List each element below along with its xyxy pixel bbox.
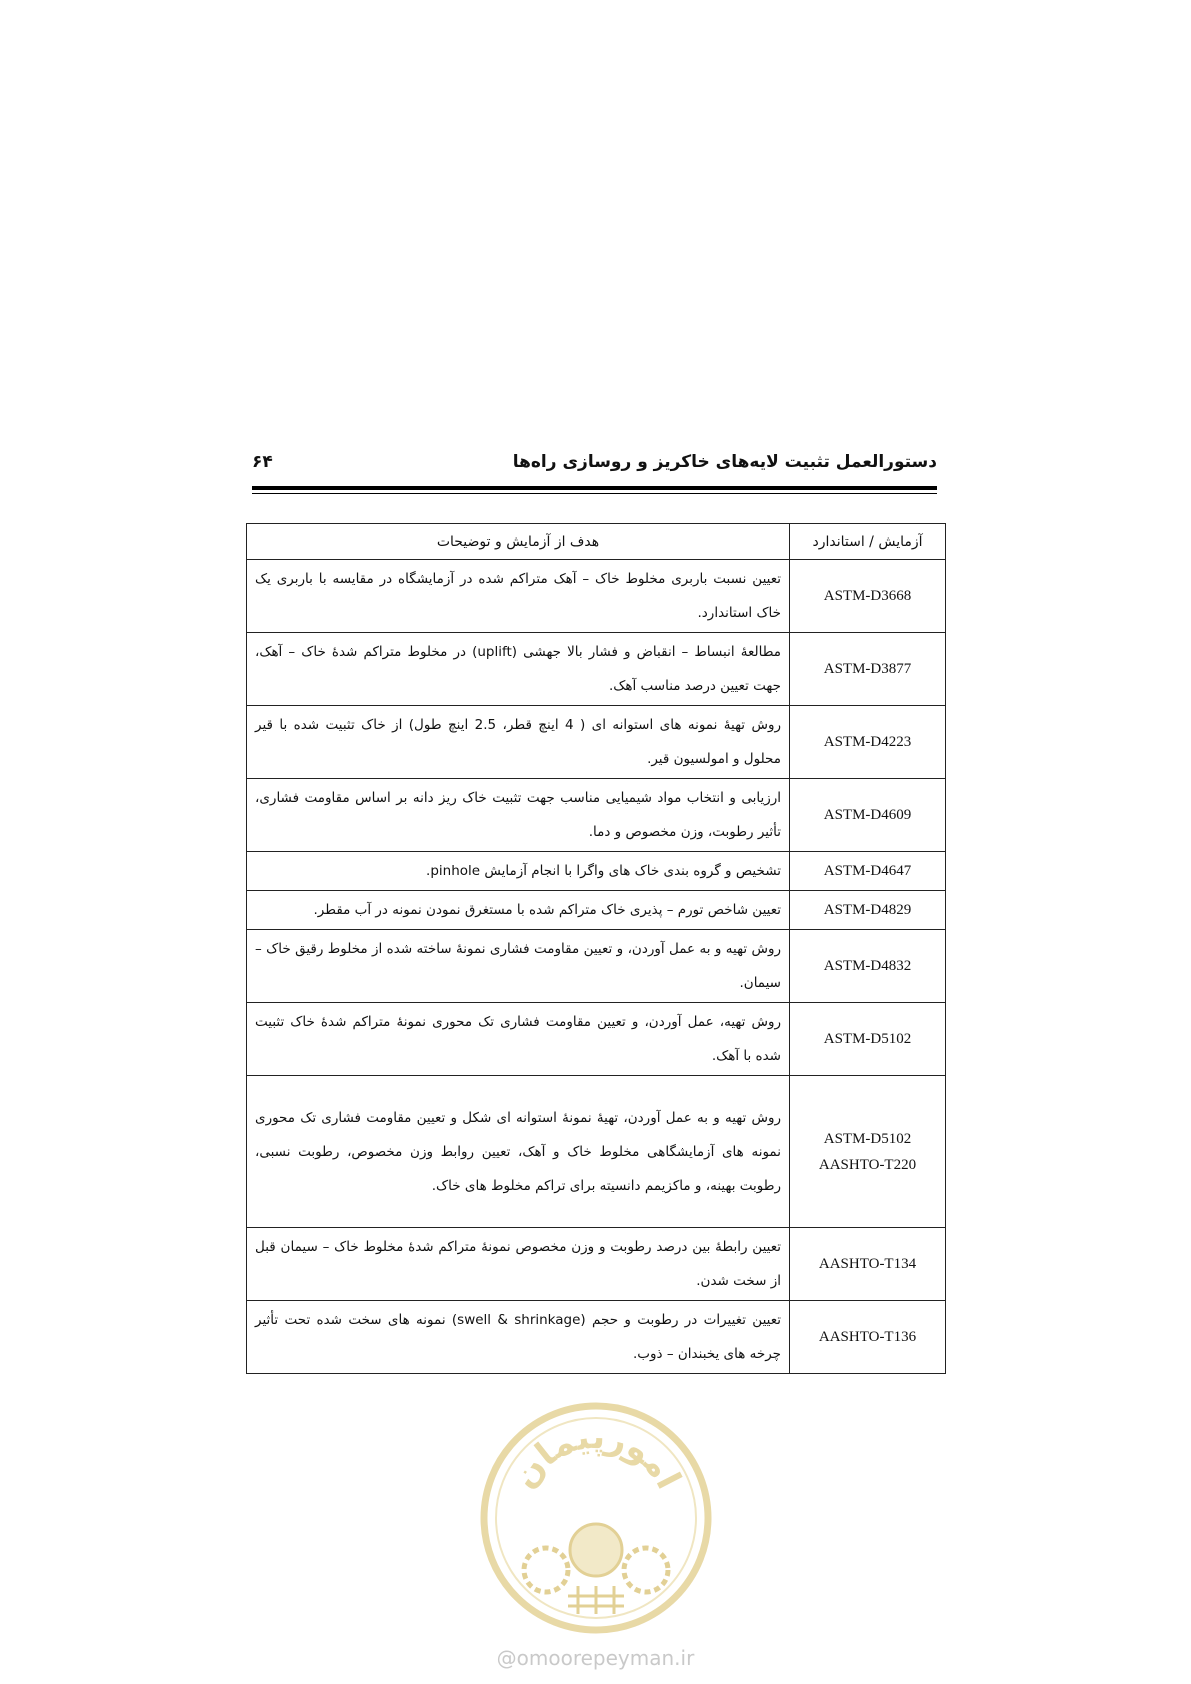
standard-code: ASTM-D4829 <box>790 891 946 930</box>
header-standard: آزمایش / استاندارد <box>790 524 946 560</box>
standard-code: ASTM-D5102 AASHTO-T220 <box>790 1076 946 1228</box>
table-row <box>247 706 946 779</box>
standard-code: AASHTO-T134 <box>790 1228 946 1301</box>
table-row <box>247 1301 946 1374</box>
table-row <box>247 633 946 706</box>
standard-code: ASTM-D4223 <box>790 706 946 779</box>
table-row <box>247 1003 946 1076</box>
test-description: روش تهیه، عمل آوردن، و تعیین مقاومت فشاری تک محوری نمونهٔ متراکم شدهٔ خاک تثبیت شده با آهک. <box>247 1003 790 1076</box>
table-row <box>247 930 946 1003</box>
page-number: ۶۴ <box>252 452 273 472</box>
standard-code: ASTM-D3877 <box>790 633 946 706</box>
test-description: تعیین رابطهٔ بین درصد رطوبت و وزن مخصوص نمونهٔ متراکم شدهٔ مخلوط خاک – سیمان قبل از سخت شدن. <box>247 1228 790 1301</box>
table-row <box>247 852 946 891</box>
watermark-seal-logo <box>478 1400 714 1636</box>
test-description: روش تهیه و به عمل آوردن، و تعیین مقاومت فشاری نمونهٔ ساخته شده از مخلوط رقیق خاک – سیمان. <box>247 930 790 1003</box>
page-header <box>252 452 937 482</box>
test-description: تعیین تغییرات در رطوبت و حجم (swell & shrinkage) نمونه های سخت شده تحت تأثیر چرخه های یخبندان – ذوب. <box>247 1301 790 1374</box>
table-row <box>247 779 946 852</box>
table-row <box>247 560 946 633</box>
test-description: روش تهیهٔ نمونه های استوانه ای ( 4 اینچ قطر، 2.5 اینچ طول) از خاک تثبیت شده با قیر محلول و امولسیون قیر. <box>247 706 790 779</box>
standard-code: ASTM-D4832 <box>790 930 946 1003</box>
test-description: مطالعهٔ انبساط – انقباض و فشار بالا جهشی (uplift) در مخلوط متراکم شدهٔ خاک – آهک، جهت تعیین درصد مناسب آهک. <box>247 633 790 706</box>
table-row <box>247 1076 946 1228</box>
table-row <box>247 891 946 930</box>
standard-code: ASTM-D4609 <box>790 779 946 852</box>
test-description: روش تهیه و به عمل آوردن، تهیهٔ نمونهٔ استوانه ای شکل و تعیین مقاومت فشاری تک محوری نمونه های آزمایشگاهی مخلوط خاک و آهک، تعیین روابط وزن مخصوص، رطوبت نسبی، رطوبت بهینه، و ماکزیمم دانسیته برای تراکم مخلوط های خاک. <box>247 1076 790 1228</box>
watermark-website: @omoorepeyman.ir <box>496 1646 695 1670</box>
header-rule-thin <box>252 493 937 494</box>
table-header-row <box>247 524 946 560</box>
standard-code: ASTM-D4647 <box>790 852 946 891</box>
table-row <box>247 1228 946 1301</box>
test-description: تعیین نسبت باربری مخلوط خاک – آهک متراکم شده در آزمایشگاه در مقایسه با باربری یک خاک استاندارد. <box>247 560 790 633</box>
test-description: تعیین شاخص تورم – پذیری خاک متراکم شده با مستغرق نمودن نمونه در آب مقطر. <box>247 891 790 930</box>
header-description: هدف از آزمایش و توضیحات <box>247 524 790 560</box>
test-description: ارزیابی و انتخاب مواد شیمیایی مناسب جهت تثبیت خاک ریز دانه بر اساس مقاومت فشاری، تأثیر رطوبت، وزن مخصوص و دما. <box>247 779 790 852</box>
standard-code: ASTM-D5102 <box>790 1003 946 1076</box>
svg-text:امورپیمان: امورپیمان <box>504 1416 689 1496</box>
header-rule-thick <box>252 486 937 490</box>
standards-table <box>246 523 946 1374</box>
test-description: تشخیص و گروه بندی خاک های واگرا با انجام آزمایش pinhole. <box>247 852 790 891</box>
standard-code: ASTM-D3668 <box>790 560 946 633</box>
standard-code: AASHTO-T136 <box>790 1301 946 1374</box>
page-title: دستورالعمل تثبیت لایه‌های خاکریز و روسازی راه‌ها <box>512 452 937 472</box>
